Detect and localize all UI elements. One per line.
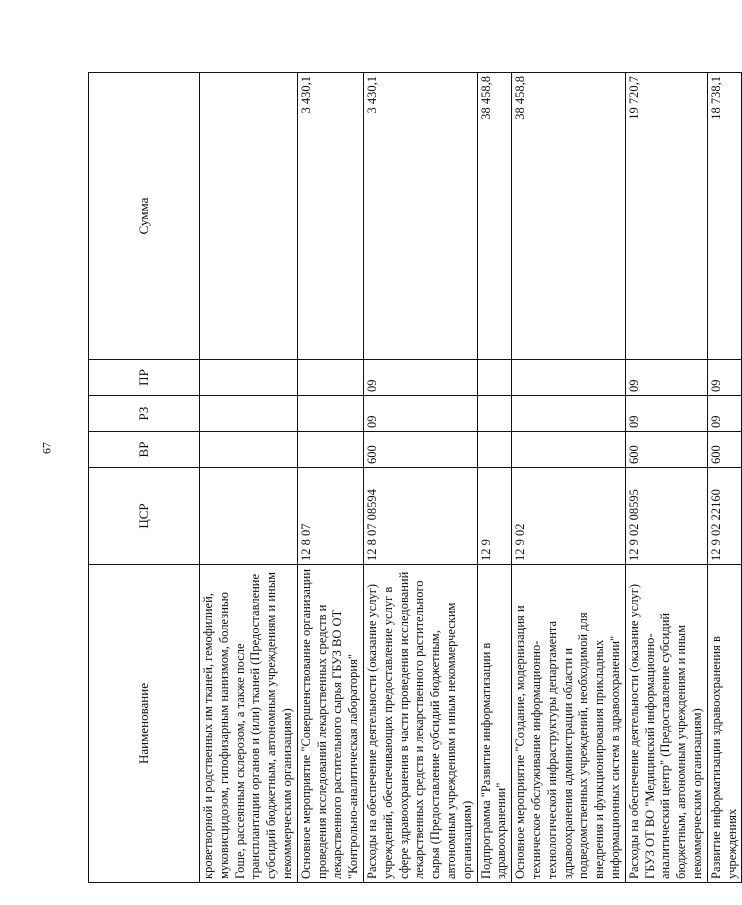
header-vr: ВР	[89, 432, 200, 468]
cell-sum: 18 738,1	[707, 73, 742, 360]
cell-pr	[477, 360, 512, 396]
cell-name: Расходы на обеспечение деятельности (оказание услуг) учреждений, обеспечивающих предоставление услуг в сфере здравоохранения в части проведения исследований лекарственных средств и лекарственного растительного сырья (Предоставление субсидий бюджетным, автономным учреждениям и иным некоммерческим организациям)	[363, 565, 477, 883]
cell-csr: 12 8 07	[297, 468, 363, 565]
cell-vr	[200, 432, 298, 468]
cell-pr: 09	[625, 360, 707, 396]
budget-table-rotated	[88, 73, 739, 883]
cell-csr: 12 8 07 08594	[363, 468, 477, 565]
cell-pr: 09	[707, 360, 742, 396]
table-row	[297, 73, 363, 883]
table-row	[200, 73, 298, 883]
cell-pr	[200, 360, 298, 396]
cell-sum: 3 430,1	[297, 73, 363, 360]
cell-vr	[477, 432, 512, 468]
cell-name: Расходы на обеспечение деятельности (оказание услуг) ГБУЗ ОТ ВО "Медицинский информационно-аналитический центр" (Предоставление субсидий бюджетным, автономным учреждениям и иным некоммерческим организациям)	[625, 565, 707, 883]
header-rz: РЗ	[89, 396, 200, 432]
cell-pr	[297, 360, 363, 396]
cell-pr: 09	[363, 360, 477, 396]
cell-sum: 38 458,8	[477, 73, 512, 360]
cell-rz	[477, 396, 512, 432]
cell-rz: 09	[625, 396, 707, 432]
cell-sum: 38 458,8	[512, 73, 626, 360]
cell-csr: 12 9	[477, 468, 512, 565]
page-number: 67	[39, 442, 54, 454]
cell-csr: 12 9 02 08595	[625, 468, 707, 565]
cell-vr	[297, 432, 363, 468]
header-pr: ПР	[89, 360, 200, 396]
cell-rz	[512, 396, 626, 432]
header-name: Наименование	[89, 565, 200, 883]
cell-rz: 09	[363, 396, 477, 432]
cell-vr: 600	[707, 432, 742, 468]
header-csr: ЦСР	[89, 468, 200, 565]
cell-rz	[297, 396, 363, 432]
cell-rz	[200, 396, 298, 432]
cell-vr: 600	[363, 432, 477, 468]
cell-name: кроветворной и родственных им тканей, гемофилией, муковисцидозом, гипофизарным нанизмом, болезнью Гоше, рассеянным склерозом, а также после трансплантации органов и (или) тканей (Предоставление субсидий бюджетным, автономным учреждениям и иным некоммерческим организациям)	[200, 565, 298, 883]
budget-table	[88, 72, 742, 883]
cell-vr	[512, 432, 626, 468]
table-row	[625, 73, 707, 883]
cell-rz: 09	[707, 396, 742, 432]
cell-sum: 3 430,1	[363, 73, 477, 360]
cell-name: Основное мероприятие "Создание, модернизация и техническое обслуживание информационно-технологической инфраструктуры департамента здравоохранения администрации области и подведомственных учреждений, необходимой для внедрения и функционирования прикладных информационных систем в здравоохранении"	[512, 565, 626, 883]
cell-name: Подпрограмма "Развитие информатизации в здравоохранении"	[477, 565, 512, 883]
cell-csr	[200, 468, 298, 565]
cell-name: Основное мероприятие "Совершенствование организации проведения исследований лекарственных средств и лекарственного растительного сырья ГБУЗ ВО ОТ "Контрольно-аналитическая лаборатория"	[297, 565, 363, 883]
cell-csr: 12 9 02 22160	[707, 468, 742, 565]
table-row	[512, 73, 626, 883]
cell-vr: 600	[625, 432, 707, 468]
cell-name: Развитие информатизации здравоохранения в учреждениях	[707, 565, 742, 883]
table-row	[363, 73, 477, 883]
header-sum: Сумма	[89, 73, 200, 360]
table-row	[707, 73, 742, 883]
table-row	[477, 73, 512, 883]
header-row	[89, 73, 200, 883]
cell-sum: 19 720,7	[625, 73, 707, 360]
cell-pr	[512, 360, 626, 396]
cell-sum	[200, 73, 298, 360]
cell-csr: 12 9 02	[512, 468, 626, 565]
